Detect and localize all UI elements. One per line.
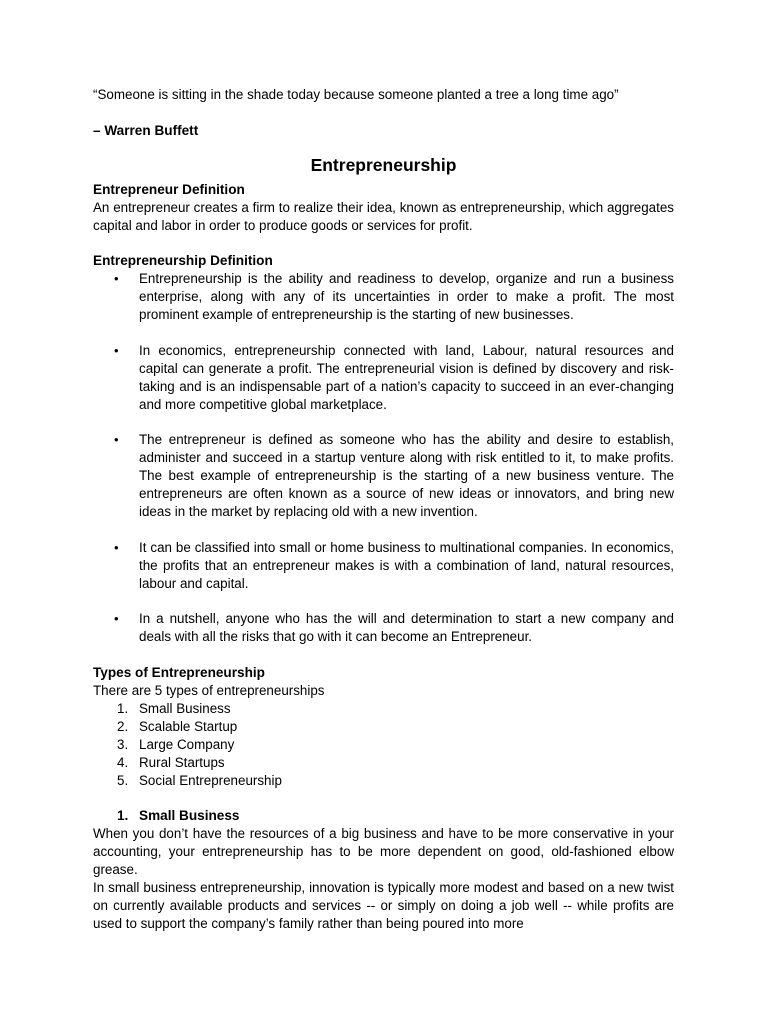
list-number: 5. (117, 772, 129, 788)
document-title: Entrepreneurship (310, 154, 457, 175)
definition-bullet-list (93, 270, 674, 646)
list-item (93, 718, 674, 736)
small-business-paragraph: When you don’t have the resources of a big business and have to be more conservative in your accounting, your entrepreneurship has to be more dependent on good, old-fashioned elbow grease. (93, 826, 674, 878)
entrepreneurship-definition-heading: Entrepreneurship Definition (93, 253, 273, 269)
section-heading-label: Small Business (139, 808, 240, 824)
bullet-text: It can be classified into small or home business to multinational companies. In economics, the profits that an entrepreneur makes is with a combination of land, natural resources, labour and capital. (139, 539, 674, 591)
bullet-text: In economics, entrepreneurship connected with land, Labour, natural resources and capital can generate a profit. The entrepreneurial vision is defined by discovery and risk-taking and is an indispensable part of a nation’s capacity to succeed in an ever-changing and more competitive global marketplace. (139, 342, 674, 412)
list-item-label: Large Company (139, 736, 235, 752)
entrepreneur-definition-heading: Entrepreneur Definition (93, 181, 245, 197)
entrepreneur-definition-text: An entrepreneur creates a firm to realize their idea, known as entrepreneurship, which aggregates capital and labor in order to produce goods or services for profit. (93, 199, 674, 233)
list-item (93, 754, 674, 772)
list-item (93, 610, 674, 646)
list-item-label: Rural Startups (139, 754, 225, 770)
small-business-heading (93, 807, 674, 825)
list-number: 2. (117, 718, 129, 734)
list-item (93, 772, 674, 790)
bullet-icon: • (114, 271, 119, 287)
small-business-paragraph: In small business entrepreneurship, innovation is typically more modest and based on a new twist on currently available products and services -- or simply on doing a job well -- while profits are used to support the company’s family rather than being poured into more (93, 880, 674, 931)
bullet-icon: • (114, 539, 119, 555)
bullet-icon: • (114, 342, 119, 358)
list-item-label: Small Business (139, 701, 231, 716)
list-item (93, 700, 674, 718)
bullet-text: In a nutshell, anyone who has the will and determination to start a new company and deals with all the risks that go with it can become an Entrepreneur. (139, 611, 674, 645)
list-item (93, 342, 674, 414)
quote-author: – Warren Buffett (93, 122, 199, 138)
list-item (93, 539, 674, 593)
bullet-text: The entrepreneur is defined as someone who has the ability and desire to establish, administer and succeed in a startup venture along with risk entitled to it, to make profits. The best example of entrepreneurship is the starting of a new business venture. The entrepreneurs are often known as a source of new ideas or innovators, and bring new ideas in the market by replacing old with a new invention. (139, 432, 674, 520)
types-list (93, 700, 674, 790)
list-item (93, 270, 674, 324)
list-item (93, 736, 674, 754)
list-number: 1. (117, 701, 129, 716)
list-item-label: Scalable Startup (139, 718, 238, 734)
list-number: 4. (117, 754, 129, 770)
list-item (93, 431, 674, 521)
bullet-icon: • (114, 432, 119, 448)
types-heading: Types of Entrepreneurship (93, 665, 265, 681)
list-number: 3. (117, 736, 129, 752)
section-number: 1. (117, 808, 129, 824)
list-item-label: Social Entrepreneurship (139, 772, 282, 788)
bullet-text: Entrepreneurship is the ability and readiness to develop, organize and run a business enterprise, along with any of its uncertainties in order to make a profit. The most prominent example of entrepreneurship is the starting of new businesses. (139, 271, 674, 323)
bullet-icon: • (114, 611, 119, 627)
types-intro: There are 5 types of entrepreneurships (93, 683, 325, 699)
quote: “Someone is sitting in the shade today because someone planted a tree a long time ago” (93, 87, 619, 102)
document-page (93, 86, 674, 933)
